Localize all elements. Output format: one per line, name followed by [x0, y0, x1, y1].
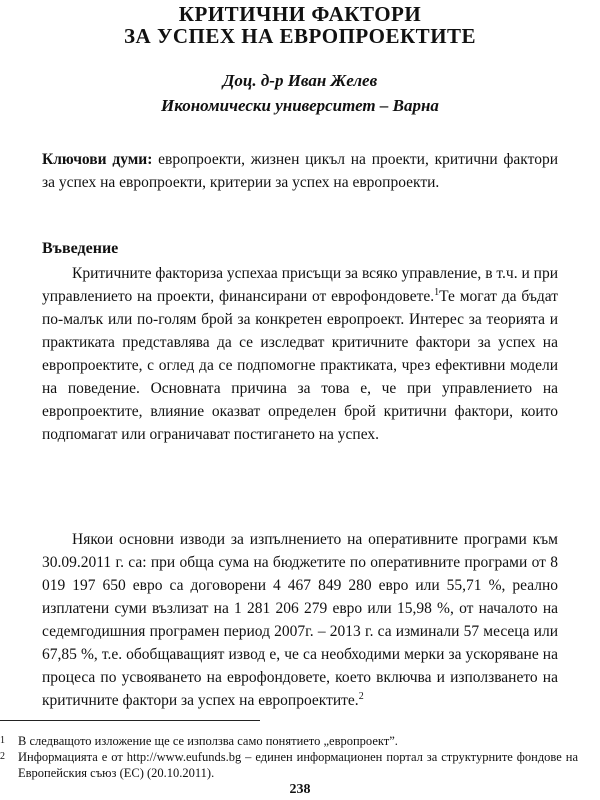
- keywords-text: европроекти, жизнен цикъл на проекти, критични фактори за успех на европроекти, критерии за успех на европроекти.: [42, 151, 559, 191]
- intro-p1-text-a: Критичните факториза успехаа присъщи за всяко управление, в т.ч. и при управлението на проекти, финансирани от еврофондовете.: [42, 265, 558, 305]
- keywords-label: Ключови думи:: [42, 151, 153, 168]
- author-affiliation: Икономически университет – Варна: [161, 96, 439, 115]
- title-line-1: КРИТИЧНИ ФАКТОРИ: [178, 2, 422, 26]
- intro-paragraph-1: [42, 262, 558, 446]
- author-name: Доц. д-р Иван Желев: [222, 71, 378, 90]
- footnote-1-text: В следващото изложение ще се използва само понятието „европроект”.: [18, 734, 398, 748]
- footnote-ref-1: 1: [434, 286, 440, 298]
- footnote-divider: [0, 720, 260, 721]
- title-line-2: ЗА УСПЕХ НА ЕВРОПРОЕКТИТЕ: [123, 24, 477, 48]
- footnote-1: [0, 733, 600, 749]
- footnote-2: [0, 749, 600, 781]
- intro-paragraph-2: [42, 528, 558, 712]
- footnote-2-number: 2: [0, 751, 5, 762]
- footnote-1-number: 1: [0, 735, 5, 746]
- footnote-2-text: Информацията е от http://www.eufunds.bg – единен информационен портал за структурните фондове на Европейския съюз (ЕС) (20.10.2011).: [18, 750, 578, 780]
- intro-p1-text-b: Те могат да бъдат по-малък или по-голям брой за конкретен европроект. Интерес за теорията и практиката представлява да се изследват критичните фактори за успех на европроектите, с оглед да се подпомогне практиката, чрез ефективни модели на поведение. Основната причина за това е, че при управлението на европроектите, влияние оказват определен брой критични фактори, които подпомагат или ограничават постигането на успех.: [42, 288, 558, 443]
- page-number: 238: [289, 782, 311, 797]
- intro-p2-text: Някои основни изводи за изпълнението на оперативните програми към 30.09.2011 г. са: при обща сума на бюджетите по оперативните програми от 8 019 197 650 евро са договорени 4 467 849 280 евро или 55,71 %, реално изплатени суми възлизат на 1 281 206 279 евро или 15,98 %, от началото на седемгодишния програмен период 2007г. – 2013 г. са изминали 57 месеца или 67,85 %, т.е. обобщаващият извод е, че са необходими мерки за ускоряване на процеса по усвояването на еврофондовете, което включва и използването на критичните фактори за успех на европроектите.: [42, 531, 558, 709]
- keywords-paragraph: [42, 148, 558, 194]
- footnote-ref-2: 2: [358, 690, 364, 702]
- section-heading-introduction: Въведение: [42, 240, 119, 257]
